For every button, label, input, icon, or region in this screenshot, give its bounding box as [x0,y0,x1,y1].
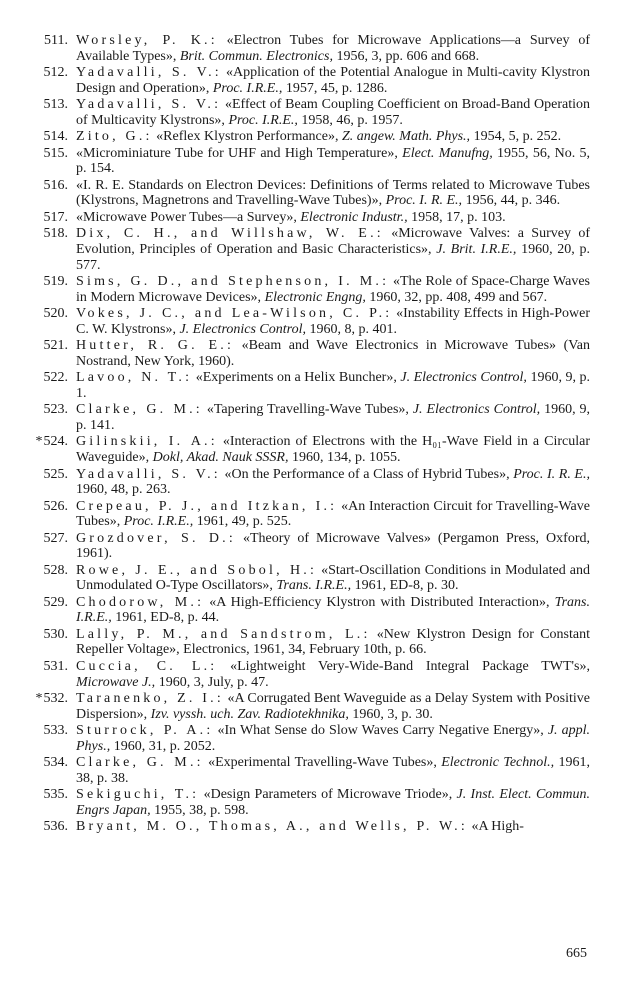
reference-title: «On the Performance of a Class of Hybrid Tubes», [220,466,514,482]
reference-entry [28,402,590,433]
reference-number [28,499,68,515]
reference-number-text: 535. [43,787,68,803]
reference-author: Yadavalli, S. V.: [76,466,221,482]
reference-number [28,129,68,145]
reference-entry [28,819,590,835]
reference-number [28,338,68,354]
reference-number-text: 516. [43,177,68,193]
reference-entry [28,595,590,626]
reference-entry [28,97,590,128]
reference-details: 1960, 20, p. 577. [76,241,591,273]
reference-details: 1960, 31, p. 2052. [110,738,216,754]
reference-number-text: 525. [43,466,68,482]
reference-details: 1960, 8, p. 401. [305,321,397,337]
reference-source: J. Inst. Elect. Commun. Engrs Japan, [76,787,590,818]
reference-author: Sims, G. D., and Stephenson, I. M.: [76,274,390,290]
reference-title: «A High-Efficiency Klystron with Distributed Interaction», [204,594,555,610]
reference-source: J. Electronics Control, [412,402,541,418]
reference-number-text: 530. [43,626,68,642]
reference-number-text: 518. [43,226,68,242]
reference-number-text: 534. [43,755,68,771]
reference-author: Chodorow, M.: [76,594,205,610]
reference-entry [28,659,590,690]
reference-details: 1960, 3, p. 30. [348,706,433,722]
reference-number-text: 520. [43,306,68,322]
reference-title: «Electron Tubes for Microwave Applications—a Survey of Available Types», [76,33,590,64]
reference-author: Dix, C. H., and Willshaw, W. E.: [76,226,384,242]
reference-author: Sturrock, P. A.: [76,723,214,739]
reference-title: «The Role of Space-Charge Waves in Modern Microwave Devices», [76,274,590,305]
reference-title: «Application of the Potential Analogue in Multi-cavity Klystron Design and Operation», [76,65,590,96]
reference-title: «Start-Oscillation Conditions in Modulated and Unmodulated O-Type Oscillators», [76,562,590,594]
reference-number-text: 519. [43,274,68,290]
reference-entry [28,65,590,96]
reference-number [28,370,68,386]
reference-author: Sekiguchi, T.: [76,787,200,803]
reference-author: Yadavalli, S. V.: [76,97,222,113]
reference-number [28,563,68,579]
reference-number [28,531,68,547]
reference-entry [28,370,590,401]
reference-title: «Reflex Klystron Performance», [152,129,342,145]
reference-details: 1960, 9, p. 1. [76,370,591,401]
reference-number-text: 531. [43,658,68,674]
reference-number [28,210,68,226]
reference-title: «I. R. E. Standards on Electron Devices: Definitions of Terms related to Microwave Tubes (Klystrons, Magnetrons and Travelling-Wave Tubes)», [76,177,590,209]
reference-number [28,787,68,803]
reference-number [28,819,68,835]
reference-number-text: 511. [44,33,68,48]
reference-number [28,627,68,643]
reference-details: 1961, ED-8, p. 30. [351,578,459,594]
reference-author: Crepeau, P. J., and Itzkan, I.: [76,498,338,514]
reference-author: Worsley, P. K.: [76,33,218,48]
reference-source: Trans. I.R.E., [76,594,590,626]
reference-number-text: 513. [43,97,68,113]
reference-source: Electronic Engng, [264,289,366,305]
reference-number-text: 527. [43,530,68,546]
reference-source: Izv. vyssh. uch. Zav. Radiotekhnika, [150,706,349,722]
reference-entry [28,531,590,562]
reference-entry [28,787,590,818]
reference-author: Lally, P. M., and Sandstrom, L.: [76,626,371,642]
reference-author: Vokes, J. C., and Lea-Wilson, C. P.: [76,306,393,322]
reference-number [28,659,68,675]
reference-author: Lavoo, N. T.: [76,370,193,386]
reference-author: Grozdover, S. D.: [76,530,236,546]
reference-details: 1955, 38, p. 598. [150,802,249,818]
reference-entry [28,691,590,722]
reference-number-text: 514. [43,129,68,145]
reference-number-text: 529. [43,594,68,610]
reference-entry [28,627,590,658]
reference-author: Yadavalli, S. V.: [76,65,222,81]
reference-source: Proc. I.R.E., [228,112,298,128]
reference-title: «Experiments on a Helix Buncher», [192,370,401,386]
reference-title: «Microwave Power Tubes—a Survey», [76,209,301,225]
reference-author: Clarke, G. M.: [76,755,204,771]
reference-entry [28,434,590,465]
reference-details: 1960, 48, p. 263. [76,482,171,498]
reference-entry [28,723,590,754]
reference-number [28,274,68,290]
reference-title: «A Corrugated Bent Waveguide as a Delay System with Positive Dispersion», [76,691,591,722]
reference-entry [28,467,590,498]
reference-author: Clarke, G. M.: [76,402,203,418]
reference-number-text: 521. [43,338,68,354]
reference-source: J. Electronics Control, [400,370,527,386]
reference-source: Proc. I. R. E., [385,193,463,209]
reference-number [28,306,68,322]
reference-number [28,178,68,194]
reference-entry [28,274,590,305]
reference-source: Trans. I.R.E., [276,578,352,594]
reference-number [28,723,68,739]
reference-details: 1956, 3, pp. 606 and 668. [332,48,480,64]
reference-details: 1954, 5, p. 252. [470,129,562,145]
reference-author: Zito, G.: [76,129,153,145]
reference-source: Brit. Commun. Electronics, [179,48,333,64]
reference-details: 1958, 46, p. 1957. [297,112,403,128]
reference-details: 1960, 9, p. 141. [76,402,590,433]
reference-title: «Theory of Microwave Valves» (Pergamon Press, Oxford, 1961). [76,530,590,562]
reference-source: Microwave J., [76,674,156,690]
reference-details: 1961, ED-8, p. 44. [111,610,220,626]
reference-author: Rowe, J. E., and Sobol, H.: [76,562,318,578]
reference-number [28,434,68,450]
reference-number [28,467,68,483]
reference-title: «Beam and Wave Electronics in Microwave Tubes» (Van Nostrand, New York, 1960). [76,338,590,369]
reference-number [28,691,68,707]
reference-author: Cuccia, C. L.: [76,658,218,674]
reference-author: Taranenko, Z. I.: [76,691,224,707]
reference-source: Elect. Manufng, [402,145,493,161]
reference-number-text: 523. [43,402,68,418]
reference-details: 1961, 49, p. 525. [193,514,292,530]
reference-source: J. appl. Phys., [76,723,590,754]
reference-details: 1955, 56, No. 5, p. 154. [76,145,590,177]
reference-author: Bryant, M. O., Thomas, A., and Wells, P. W.: [76,819,468,835]
reference-source: Electronic Technol., [441,755,555,771]
reference-source: J. Brit. I.R.E., [436,241,517,257]
reference-number [28,755,68,771]
reference-number-text: 517. [43,209,68,225]
reference-entry [28,210,590,226]
reference-title: «In What Sense do Slow Waves Carry Negative Energy», [213,723,548,739]
reference-entry [28,755,590,786]
reference-number-text: 515. [43,145,68,161]
reference-source: Z. angew. Math. Phys., [341,129,471,145]
reference-author: Gilinskii, I. A.: [76,434,218,450]
reference-entry [28,33,590,64]
reference-title: «Experimental Travelling-Wave Tubes», [203,755,442,771]
reference-title: «New Klystron Design for Constant Repeller Voltage», Electronics, 1961, 34, February 10th, p. 66. [76,626,590,658]
reference-title: «A High- [467,819,524,835]
reference-title: «Tapering Travelling-Wave Tubes», [202,402,413,418]
reference-title: «Lightweight Very-Wide-Band Integral Package TWT's», [217,658,590,674]
reference-number [28,402,68,418]
reference-entry [28,146,590,177]
reference-star: * [35,691,43,707]
reference-number-text: 532. [43,691,68,707]
reference-number-text: 524. [43,434,68,450]
reference-entry [28,178,590,209]
reference-details: 1960, 32, pp. 408, 499 and 567. [365,289,548,305]
reference-details: 1957, 45, p. 1286. [282,80,388,96]
reference-details: 1956, 44, p. 346. [462,193,561,209]
reference-number-text: 528. [43,562,68,578]
reference-title: «An Interaction Circuit for Travelling-Wave Tubes», [76,498,590,530]
reference-number-text: 522. [43,370,68,386]
reference-title: «Microwave Valves: a Survey of Evolution, Principles of Operation and Basic Characteristics», [76,226,590,257]
reference-source: Proc. I.R.E., [212,80,283,96]
reference-title: «Instability Effects in High-Power C. W. Klystrons», [76,306,590,337]
reference-source: Proc. I. R. E., [513,466,590,482]
page-number: 665 [566,946,587,961]
reference-number-text: 536. [43,819,68,835]
reference-number [28,97,68,113]
reference-list [28,33,590,836]
reference-entry [28,226,590,273]
reference-entry [28,306,590,337]
reference-number-text: 533. [43,723,68,739]
reference-title: «Microminiature Tube for UHF and High Temperature», [76,145,403,161]
reference-title: «Interaction of Electrons with the H₀₁-Wave Field in a Circular Waveguide», [76,434,591,466]
reference-details: 1960, 134, p. 1055. [288,450,401,466]
reference-number [28,226,68,242]
reference-number-text: 512. [43,65,68,81]
reference-details: 1961, 38, p. 38. [76,755,590,786]
reference-author: Hutter, R. G. E.: [76,338,235,354]
reference-number [28,65,68,81]
reference-details: 1960, 3, July, p. 47. [155,674,269,690]
reference-number-text: 526. [43,498,68,514]
reference-source: Electronic Industr., [300,209,408,225]
reference-details: 1958, 17, p. 103. [407,209,506,225]
reference-source: J. Electronics Control, [179,321,306,337]
reference-source: Proc. I.R.E., [123,514,194,530]
reference-entry [28,563,590,594]
reference-entry [28,338,590,369]
reference-number [28,595,68,611]
reference-star: * [35,434,43,450]
reference-source: Dokl, Akad. Nauk SSSR, [152,450,289,466]
reference-number [28,146,68,162]
reference-number [28,33,68,49]
reference-title: «Effect of Beam Coupling Coefficient on Broad-Band Operation of Multicavity Klystrons», [76,97,590,128]
reference-entry [28,499,590,530]
reference-title: «Design Parameters of Microwave Triode», [199,787,457,803]
reference-entry [28,129,590,145]
